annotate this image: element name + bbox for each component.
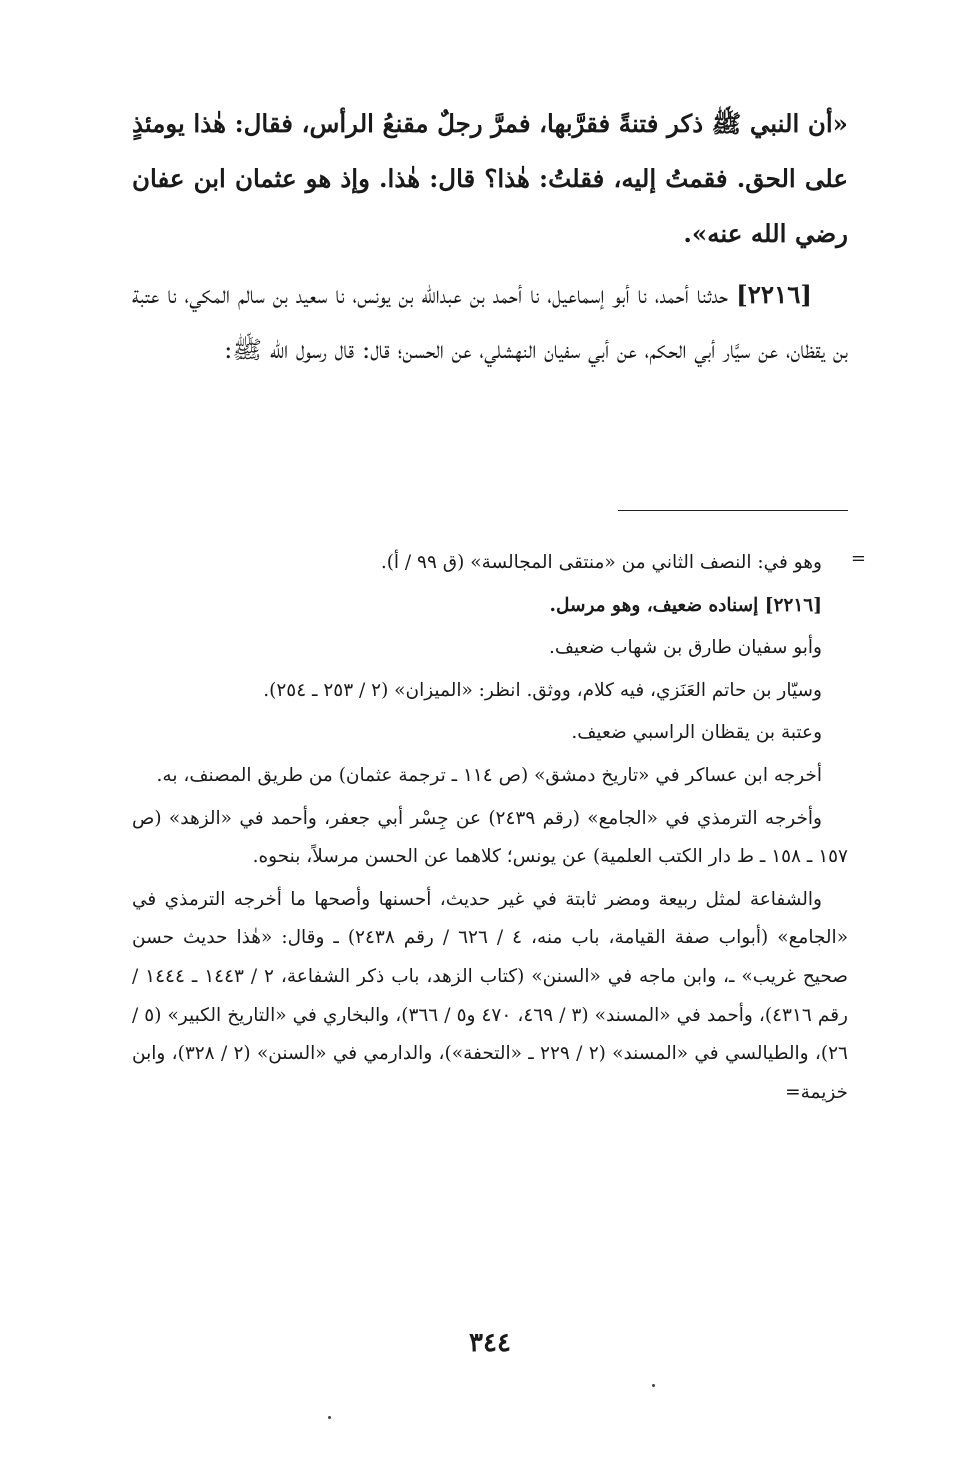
footnote-line: وأخرجه الترمذي في «الجامع» (رقم ٢٤٣٩) عن جِسْر أبي جعفر، وأحمد في «الزهد» (ص ١٥٧ ـ ١٥٨ ـ ط دار الكتب العلمية) عن يونس؛ كلاهما عن الحسن مرسلاً، بنحوه.	[132, 807, 848, 868]
main-text	[132, 96, 848, 377]
footnote-line: وأبو سفيان طارق بن شهاب ضعيف.	[548, 637, 822, 659]
footnote-line: وعتبة بن يقظان الراسبي ضعيف.	[571, 722, 822, 744]
scan-speck	[652, 1384, 655, 1387]
footnote-continuation-mark: =	[850, 548, 866, 569]
footnote-line: أخرجه ابن عساكر في «تاريخ دمشق» (ص ١١٤ ـ ترجمة عثمان) من طريق المصنف، به.	[156, 764, 822, 786]
footnote-line: وهو في: النصف الثاني من «منتقى المجالسة» (ق ٩٩ / أ).	[380, 552, 822, 573]
footnotes	[132, 544, 848, 1116]
hadith-chain-text: حدثنا أحمد، نا أبو إسماعيل، نا أحمد بن عبدالله بن يونس، نا سعيد بن سالم المكي، نا عتبة بن يقظان، عن سيَّار أبي الحكم، عن أبي سفيان النهشلي، عن الحسن؛ قال: قال رسول الله ﷺ:	[132, 280, 848, 364]
hadith-chain-paragraph	[132, 267, 848, 377]
hadith-text-paragraph	[132, 96, 848, 261]
footnote-heading: [٢٢١٦] إسناده ضعيف، وهو مرسل.	[549, 594, 822, 616]
footnote-line: والشفاعة لمثل ربيعة ومضر ثابتة في غير حديث، أحسنها وأصحها ما أخرجه الترمذي في «الجامع» (أبواب صفة القيامة، باب منه، ٤ / ٦٢٦ / رقم ٢٤٣٨) ـ وقال: «هٰذا حديث حسن صحيح غريب» ـ، وابن ماجه في «السنن» (كتاب الزهد، باب ذكر الشفاعة، ٢ / ١٤٤٣ ـ ١٤٤٤ / رقم ٤٣١٦)، وأحمد في «المسند» (٣ / ٤٦٩، ٤٧٠ و٥ / ٣٦٦)، والبخاري في «التاريخ الكبير» (٥ / ٢٦)، والطيالسي في «المسند» (٢ / ٢٢٩ ـ «التحفة»)، والدارمي في «السنن» (٢ / ٣٢٨)، وابن خزيمة=	[132, 888, 849, 1103]
book-page	[132, 0, 866, 1477]
page-number: ٣٤٤	[469, 1328, 511, 1358]
footnote-divider	[618, 510, 848, 511]
hadith-number: [٢٢١٦]	[736, 280, 812, 309]
scan-speck	[328, 1416, 331, 1419]
hadith-text: «أن النبي ﷺ ذكر فتنةً فقرَّبها، فمرَّ رجلٌ مقنعُ الرأس، فقال: هٰذا يومئذٍ على الحق. فقمتُ إليه، فقلتُ: هٰذا؟ قال: هٰذا. وإذ هو عثمان ابن عفان رضي الله عنه».	[132, 109, 848, 248]
footnote-line: وسيّار بن حاتم العَنَزي، فيه كلام، ووثق. انظر: «الميزان» (٢ / ٢٥٣ ـ ٢٥٤).	[263, 679, 822, 701]
